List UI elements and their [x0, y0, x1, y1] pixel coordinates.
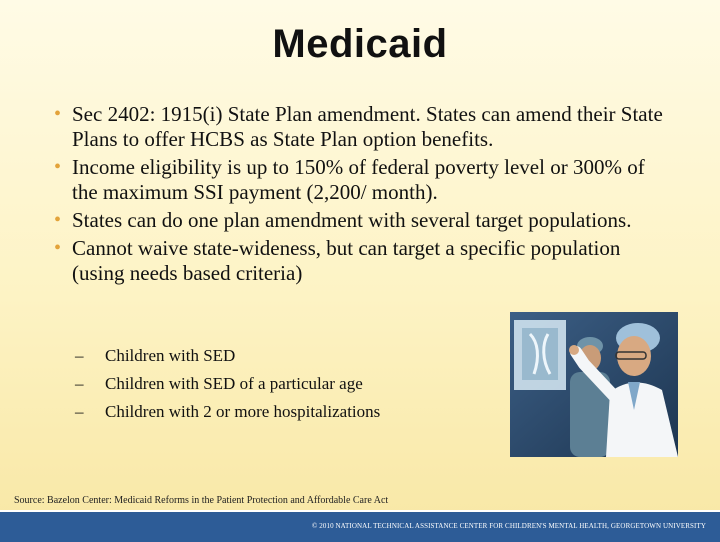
sub-bullet-item	[75, 398, 380, 426]
sub-bullet-text: Children with 2 or more hospitalizations	[105, 402, 381, 421]
photo-illustration	[510, 312, 678, 457]
dash-icon: –	[75, 402, 84, 421]
bullet-dot-icon: •	[54, 103, 62, 125]
bullet-dot-icon: •	[54, 237, 62, 259]
slide-title: Medicaid	[272, 22, 448, 66]
sub-bullet-text: Children with SED	[105, 346, 236, 365]
bullet-text: Income eligibility is up to 150% of federal poverty level or 300% of the maximum SSI payment (2,200/ month).	[72, 155, 645, 204]
bullet-item	[54, 208, 632, 233]
bullet-list	[54, 102, 694, 289]
bullet-dot-icon: •	[54, 156, 62, 178]
sub-bullet-text: Children with SED of a particular age	[105, 374, 363, 393]
bullet-text: Sec 2402: 1915(i) State Plan amendment. States can amend their State Plans to offer HCBS as State Plan option benefits.	[72, 102, 663, 151]
bullet-text: States can do one plan amendment with several target populations.	[72, 208, 632, 232]
footer-copyright: © 2010 NATIONAL TECHNICAL ASSISTANCE CENTER FOR CHILDREN'S MENTAL HEALTH, GEORGETOWN UNIVERSITY	[312, 522, 706, 530]
bullet-text: Cannot waive state-wideness, but can target a specific population (using needs based criteria)	[72, 236, 621, 285]
doctors-xray-photo	[510, 312, 678, 457]
sub-bullet-list	[75, 342, 380, 426]
bullet-item	[54, 102, 672, 152]
sub-bullet-item	[75, 342, 380, 370]
sub-bullet-item	[75, 370, 380, 398]
footer-bar	[0, 510, 720, 542]
bullet-dot-icon: •	[54, 209, 62, 231]
bullet-item	[54, 236, 632, 286]
bullet-item	[54, 155, 672, 205]
source-citation: Source: Bazelon Center: Medicaid Reforms in the Patient Protection and Affordable Care Act	[14, 495, 389, 506]
dash-icon: –	[75, 346, 84, 365]
dash-icon: –	[75, 374, 84, 393]
